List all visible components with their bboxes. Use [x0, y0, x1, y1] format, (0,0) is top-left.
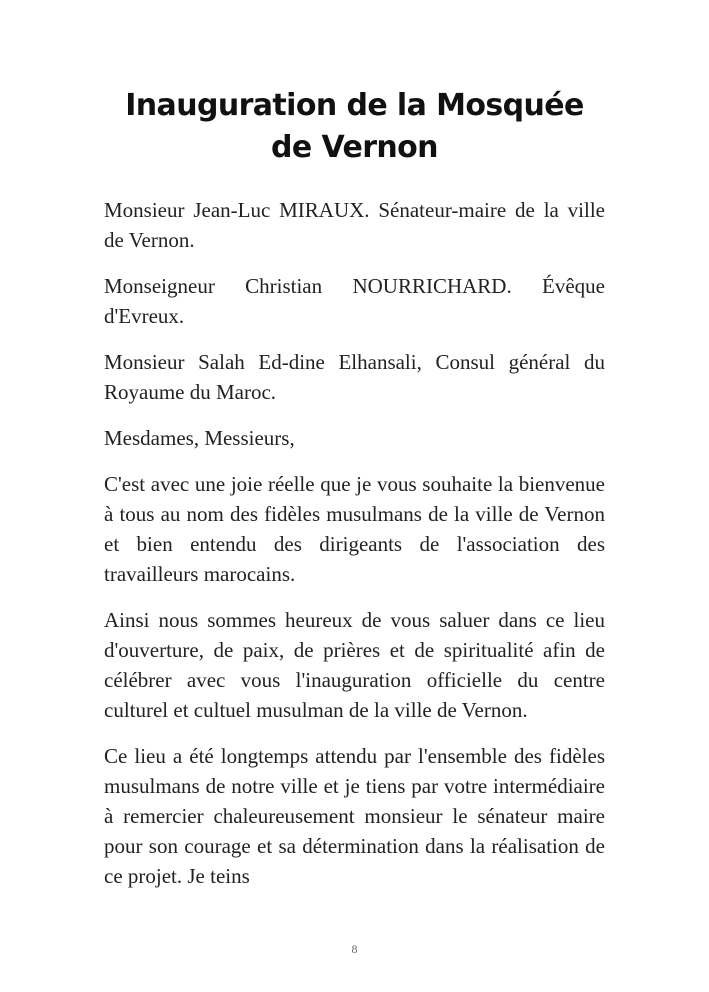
paragraph-address-bishop: Monseigneur Christian NOURRICHARD. Évêque d'Evreux. [104, 274, 605, 328]
paragraph-salutation: Mesdames, Messieurs, [104, 426, 295, 450]
paragraph-thanks: Ce lieu a été longtemps attendu par l'ensemble des fidèles musulmans de notre ville et je tiens par votre intermédiaire à remercier chaleureusement monsieur le sénateur maire pour son courage et sa détermination dans la réalisation de ce projet. Je teins [104, 744, 605, 888]
paragraph-address-consul: Monsieur Salah Ed-dine Elhansali, Consul général du Royaume du Maroc. [104, 350, 605, 404]
paragraph-address-mayor: Monsieur Jean-Luc MIRAUX. Sénateur-maire de la ville de Vernon. [104, 198, 605, 252]
paragraph-welcome: C'est avec une joie réelle que je vous souhaite la bienvenue à tous au nom des fidèles musulmans de la ville de Vernon et bien entendu des dirigeants de l'association des travailleurs marocains. [104, 472, 605, 586]
page-title: Inauguration de la Mosquée de Vernon [125, 88, 584, 165]
paragraph-greeting: Ainsi nous sommes heureux de vous saluer dans ce lieu d'ouverture, de paix, de prières et de spiritualité afin de célébrer avec vous l'inauguration officielle du centre culturel et cultuel musulman de la ville de Vernon. [104, 608, 605, 722]
page-number: 8 [351, 942, 358, 956]
body-text [104, 195, 605, 907]
